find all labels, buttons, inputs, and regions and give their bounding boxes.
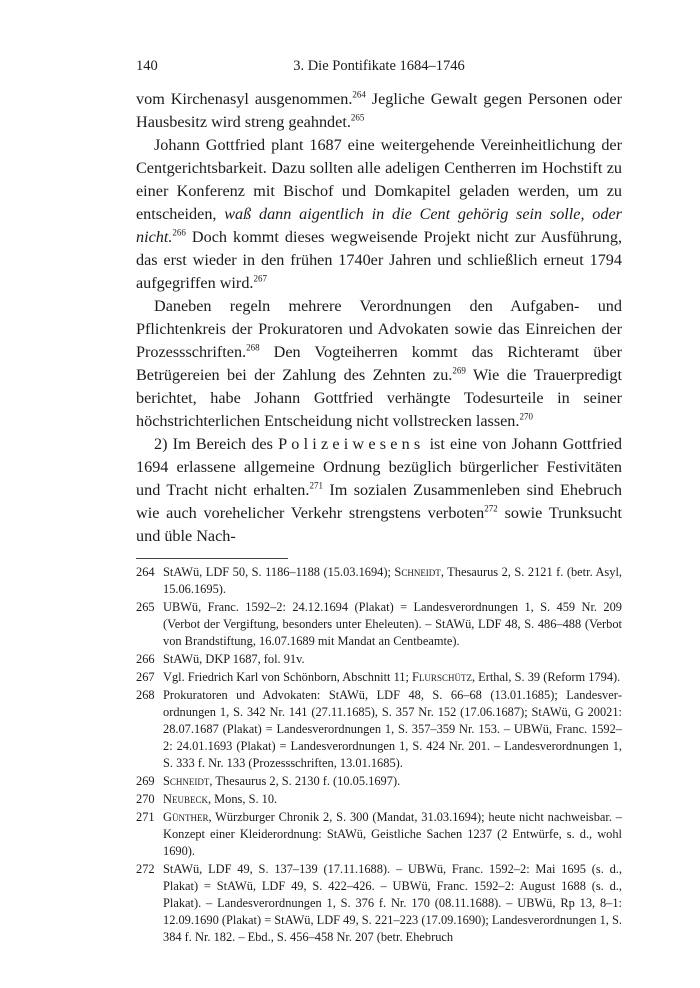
text-run: vom Kirchenasyl ausgenommen. [136,90,353,108]
paragraph [136,88,622,134]
footnote [136,564,622,598]
spaced-term: Polizeiwesens [278,435,425,453]
footnote-number: 266 [136,652,155,666]
text-run: . [168,228,173,246]
footnote-number: 269 [136,774,155,788]
footnote-ref: 271 [309,480,323,491]
paragraph [136,295,622,433]
text-run: Jegliche Gewalt gegen Personen oder Hausbesitz wird streng geahndet. [136,90,622,131]
text-run: Daneben regeln mehrere Verordnungen den Aufgaben- und Pflichtenkreis der Prokuratoren und Advokaten sowie das Einreichen der Prozessschriften. [136,297,622,361]
quotation: waß dann aigentlich in die Cent gehörig sein solle, oder nicht [136,205,622,246]
text-run: Wie die Trauerpredigt berichtet, habe Johann Gottfried verhängte Todesurteile in seiner höchstrichterlichen Entscheidung nicht vollstrecken lassen. [136,366,622,430]
footnote-ref: 270 [519,411,533,422]
footnote-number: 267 [136,670,155,684]
text-run: Johann Gottfried plant 1687 eine weitergehende Vereinheitlichung der Centgerichtsbarkeit. Dazu sollten alle adeligen Centherren im Hochstift zu einer Konferenz mit Bischof und Domkapitel geladen werden, um zu entscheiden, [136,136,622,223]
footnote [136,669,622,686]
paragraph [136,134,622,295]
footnote-number: 265 [136,600,155,614]
footnote [136,651,622,668]
book-page [136,58,622,947]
footnote-text: StAWü, LDF 50, S. 1186–1188 (15.03.1694); Schneidt, Thesaurus 2, S. 2121 f. (betr. Asyl, 15.06.1695). [163,565,622,596]
footnote [136,791,622,808]
footnote-text: Günther, Würzburger Chronik 2, S. 300 (Mandat, 31.03.1694); heute nicht nachweisbar. – Konzept einer Kleiderordnung: StAWü, Geistliche Sachen 1237 (2 Entwürfe, s. d., wohl 1690). [163,810,622,858]
page-header [136,58,622,82]
footnote [136,687,622,772]
footnote-separator [136,558,288,559]
footnote-ref: 265 [350,112,365,123]
page-number: 140 [136,58,158,74]
running-title: 3. Die Pontifikate 1684–1746 [293,58,465,74]
footnote-number: 271 [136,810,155,824]
footnote-text: Prokuratoren und Advokaten: StAWü, LDF 48, S. 66–68 (13.01.1685); Landesverordnungen 1, S. 342 Nr. 141 (27.11.1685), S. 357 Nr. 152 (17.06.1687); StAWü, G 20021: 28.07.1687 (Plakat) = Landesverordnungen 1, S. 357–359 Nr. 153. – UBWü, Franc. 1592–2: 24.01.1693 (Plakat) = Landesverordnungen 1, S. 424 Nr. 201. – Landesverordnungen 1, S. 333 f. Nr. 133 (Prozessschriften, 13.01.1685). [163,688,622,770]
footnote [136,773,622,790]
footnote-text: StAWü, DKP 1687, fol. 91v. [163,652,305,666]
footnote [136,809,622,860]
footnote [136,861,622,946]
footnote-number: 268 [136,688,155,702]
footnote-text: UBWü, Franc. 1592–2: 24.12.1694 (Plakat) = Landesverordnungen 1, S. 459 Nr. 209 (Verbot der Vergiftung, besonders unter Eheleuten). – StAWü, LDF 48, S. 486–488 (Verbot von Brandstiftung, 16.07.1689 mit Mandat an Centbeamte). [163,600,622,648]
footnote [136,599,622,650]
text-run: sowie Trunksucht und üble Nach- [136,504,622,545]
text-run: Doch kommt dieses wegweisende Projekt nicht zur Ausführung, das erst wieder in den frühen 1740er Jahren und schließlich erneut 1794 aufgegriffen wird. [136,228,622,292]
footnote-ref: 267 [253,273,267,284]
footnote-text: Neubeck, Mons, S. 10. [163,792,278,806]
footnote-ref: 272 [484,503,498,514]
footnote-ref: 269 [452,365,466,376]
footnote-ref: 264 [352,89,366,100]
footnotes [136,564,622,946]
footnote-number: 272 [136,862,155,876]
footnote-text: Schneidt, Thesaurus 2, S. 2130 f. (10.05.1697). [163,774,401,788]
footnote-text: StAWü, LDF 49, S. 137–139 (17.11.1688). – UBWü, Franc. 1592–2: Mai 1695 (s. d., Plakat) = StAWü, LDF 49, S. 422–426. – UBWü, Franc. 1592–2: August 1688 (s. d., Plakat). – Landesverordnungen 1, S. 376 f. Nr. 170 (08.11.1688). – UBWü, Rp 13, 8–1: 12.09.1690 (Plakat) = StAWü, LDF 49, S. 221–223 (17.09.1690); Landesverordnungen 1, S. 384 f. Nr. 182. – Ebd., S. 456–458 Nr. 207 (betr. Ehebruch [163,862,622,944]
footnote-ref: 268 [246,342,260,353]
paragraph [136,433,622,548]
text-run: ist eine von Johann Gottfried 1694 erlassene allgemeine Ordnung bezüglich bürgerlicher Festivitäten und Tracht nicht erhalten. [136,435,622,499]
text-run: Im sozialen Zusammenleben sind Ehebruch wie auch vorehelicher Verkehr strengstens verboten [136,481,622,522]
text-run: 2) Im Bereich des [154,435,279,453]
footnote-number: 270 [136,792,155,806]
body-text [136,88,622,548]
footnote-number: 264 [136,565,155,579]
footnote-ref: 266 [172,227,186,238]
footnote-text: Vgl. Friedrich Karl von Schönborn, Abschnitt 11; Flurschütz, Erthal, S. 39 (Reform 1794). [163,670,621,684]
text-run: Den Vogteiherren kommt das Richteramt über Betrügereien bei der Zahlung des Zehnten zu. [136,343,622,384]
